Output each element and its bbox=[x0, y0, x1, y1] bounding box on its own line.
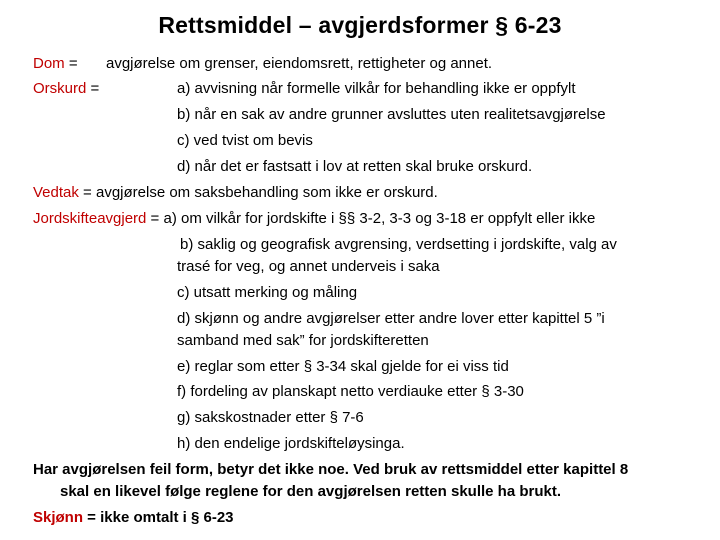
page-title: Rettsmiddel – avgjerdsformer § 6-23 bbox=[158, 12, 562, 38]
dom-text: avgjørelse om grenser, eiendomsrett, rettigheter og annet. bbox=[106, 55, 493, 72]
skjonn-term: Skjønn bbox=[33, 509, 84, 526]
jordskifteavgjerd-equals: = bbox=[146, 210, 164, 227]
skjonn-equals: = bbox=[83, 509, 101, 526]
jordskifteavgjerd-item: e) reglar som etter § 3-34 skal gjelde for ei viss tid bbox=[177, 358, 509, 375]
vedtak-equals: = bbox=[78, 184, 96, 201]
vedtak-term: Vedtak bbox=[33, 184, 79, 201]
orskurd-term: Orskurd bbox=[33, 80, 87, 97]
dom-equals: = bbox=[64, 55, 78, 72]
jordskifteavgjerd-definition bbox=[33, 210, 595, 228]
jordskifteavgjerd-item: c) utsatt merking og måling bbox=[177, 284, 358, 301]
jordskifteavgjerd-item: b) saklig og geografisk avgrensing, verdsetting i jordskifte, valg av bbox=[180, 236, 617, 253]
orskurd-item: d) når det er fastsatt i lov at retten skal bruke orskurd. bbox=[177, 158, 533, 175]
jordskifteavgjerd-item: samband med sak” for jordskifteretten bbox=[177, 332, 429, 349]
orskurd-item: c) ved tvist om bevis bbox=[177, 132, 313, 149]
orskurd-definition bbox=[33, 80, 99, 98]
vedtak-text: avgjørelse om saksbehandling som ikke er orskurd. bbox=[95, 184, 438, 201]
jordskifteavgjerd-item: g) sakskostnader etter § 7-6 bbox=[177, 409, 364, 426]
jordskifteavgjerd-item: trasé for veg, og annet underveis i saka bbox=[177, 258, 440, 275]
jordskifteavgjerd-item: d) skjønn og andre avgjørelser etter andre lover etter kapittel 5 ”i bbox=[177, 310, 605, 327]
orskurd-equals: = bbox=[86, 80, 100, 97]
form-note-line: skal en likevel følge reglene for den avgjørelsen retten skulle ha brukt. bbox=[60, 483, 562, 500]
jordskifteavgjerd-item: a) om vilkår for jordskifte i §§ 3-2, 3-3 og 3-18 er oppfylt eller ikke bbox=[163, 210, 596, 227]
jordskifteavgjerd-term: Jordskifteavgjerd bbox=[33, 210, 147, 227]
jordskifteavgjerd-item: f) fordeling av planskapt netto verdiauke etter § 3-30 bbox=[177, 383, 524, 400]
jordskifteavgjerd-item: h) den endelige jordskifteløysinga. bbox=[177, 435, 405, 452]
form-note-line: Har avgjørelsen feil form, betyr det ikke noe. Ved bruk av rettsmiddel etter kapittel 8 bbox=[33, 461, 629, 478]
dom-definition bbox=[33, 55, 78, 73]
orskurd-item: b) når en sak av andre grunner avsluttes uten realitetsavgjørelse bbox=[177, 106, 606, 123]
dom-term: Dom bbox=[33, 55, 65, 72]
orskurd-item: a) avvisning når formelle vilkår for behandling ikke er oppfylt bbox=[177, 80, 576, 97]
skjonn-text: ikke omtalt i § 6-23 bbox=[100, 509, 234, 526]
skjonn-definition bbox=[33, 509, 234, 527]
vedtak-definition bbox=[33, 184, 438, 202]
